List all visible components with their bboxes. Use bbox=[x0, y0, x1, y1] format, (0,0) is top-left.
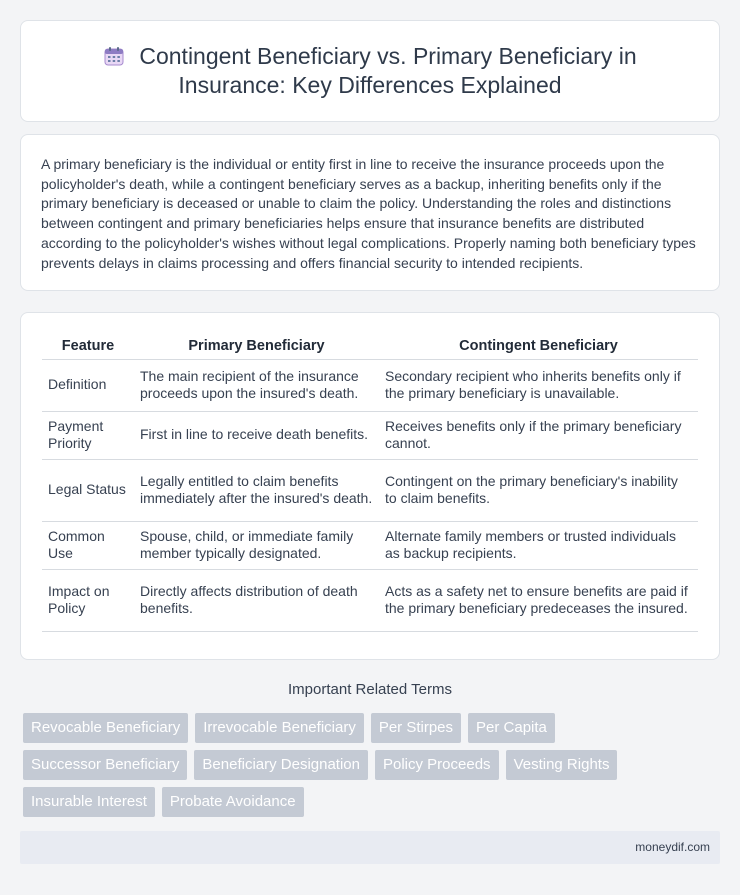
table-row bbox=[42, 411, 698, 459]
header-feature: Feature bbox=[42, 333, 134, 359]
title-card bbox=[20, 20, 720, 122]
row-primary: Spouse, child, or immediate family member typically designated. bbox=[134, 521, 379, 569]
term-tag[interactable]: Beneficiary Designation bbox=[194, 750, 368, 780]
summary-card bbox=[20, 134, 720, 291]
term-tag[interactable]: Policy Proceeds bbox=[375, 750, 499, 780]
footer bbox=[20, 831, 720, 864]
related-terms-list bbox=[23, 713, 723, 817]
term-tag[interactable]: Probate Avoidance bbox=[162, 787, 304, 817]
summary-paragraph: A primary beneficiary is the individual or entity first in line to receive the insurance proceeds upon the policyholder's death, while a contingent beneficiary serves as a backup, inheriting benefits only if the primary beneficiary is deceased or unable to claim the policy. Understanding the roles and distinctions between contingent and primary beneficiaries helps ensure that insurance benefits are distributed according to the policyholder's wishes without legal complications. Properly naming both beneficiary types prevents delays in claims processing and offers financial security to intended recipients. bbox=[41, 156, 696, 271]
row-primary: The main recipient of the insurance proceeds upon the insured's death. bbox=[134, 359, 379, 411]
table-row bbox=[42, 459, 698, 521]
term-tag[interactable]: Per Capita bbox=[468, 713, 555, 743]
calendar-icon bbox=[103, 45, 125, 67]
row-feature: Common Use bbox=[42, 521, 134, 569]
row-contingent: Contingent on the primary beneficiary's inability to claim benefits. bbox=[379, 459, 698, 521]
term-tag[interactable]: Insurable Interest bbox=[23, 787, 155, 817]
comparison-table bbox=[42, 333, 698, 632]
row-primary: First in line to receive death benefits. bbox=[134, 411, 379, 459]
row-primary: Legally entitled to claim benefits immediately after the insured's death. bbox=[134, 459, 379, 521]
row-contingent: Acts as a safety net to ensure benefits are paid if the primary beneficiary predeceases the insured. bbox=[379, 569, 698, 631]
row-contingent: Secondary recipient who inherits benefits only if the primary beneficiary is unavailable. bbox=[379, 359, 698, 411]
page-title: Contingent Beneficiary vs. Primary Beneficiary in Insurance: Key Differences Explained bbox=[139, 43, 637, 98]
title-wrap bbox=[60, 42, 680, 100]
row-feature: Payment Priority bbox=[42, 411, 134, 459]
row-primary: Directly affects distribution of death benefits. bbox=[134, 569, 379, 631]
table-row bbox=[42, 359, 698, 411]
term-tag[interactable]: Vesting Rights bbox=[506, 750, 618, 780]
row-feature: Impact on Policy bbox=[42, 569, 134, 631]
term-tag[interactable]: Revocable Beneficiary bbox=[23, 713, 188, 743]
term-tag[interactable]: Successor Beneficiary bbox=[23, 750, 187, 780]
table-row bbox=[42, 521, 698, 569]
row-feature: Legal Status bbox=[42, 459, 134, 521]
term-tag[interactable]: Per Stirpes bbox=[371, 713, 461, 743]
row-contingent: Receives benefits only if the primary beneficiary cannot. bbox=[379, 411, 698, 459]
comparison-table-card bbox=[20, 312, 720, 660]
table-header-row bbox=[42, 333, 698, 359]
row-contingent: Alternate family members or trusted individuals as backup recipients. bbox=[379, 521, 698, 569]
related-terms-title: Important Related Terms bbox=[288, 681, 452, 698]
header-contingent: Contingent Beneficiary bbox=[379, 333, 698, 359]
term-tag[interactable]: Irrevocable Beneficiary bbox=[195, 713, 364, 743]
row-feature: Definition bbox=[42, 359, 134, 411]
header-primary: Primary Beneficiary bbox=[134, 333, 379, 359]
footer-site[interactable]: moneydif.com bbox=[635, 840, 710, 854]
table-row bbox=[42, 569, 698, 631]
